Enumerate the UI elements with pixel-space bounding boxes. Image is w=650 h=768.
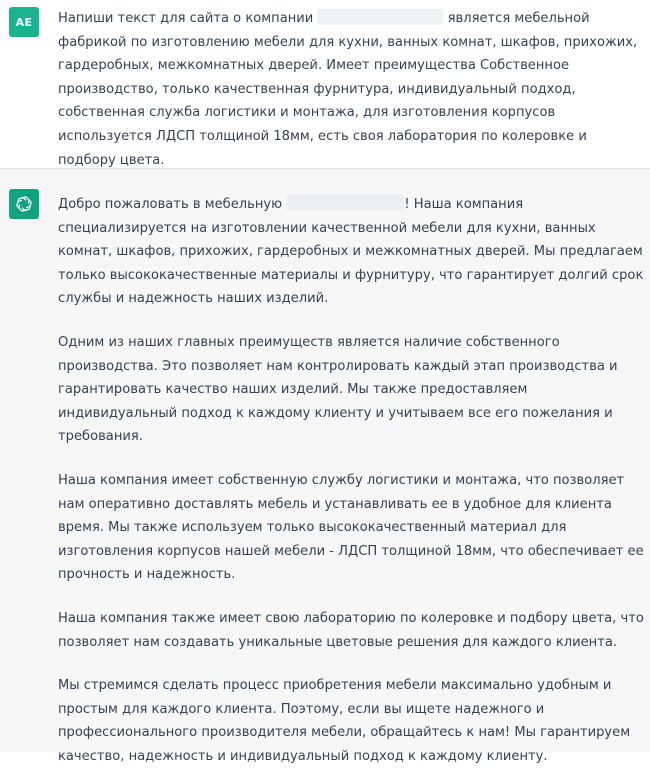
assistant-message — [0, 169, 650, 764]
assistant-paragraph-3: Наша компания имеет собственную службу логистики и монтажа, что позволяет нам оперативно доставлять мебель и устанавливать ее в удобное для клиента время. Мы также используем только высококачественный материал для изготовления корпусов нашей мебели - ЛДСП толщиной 18мм, что обеспечивает ее прочность и надежность. — [58, 472, 644, 583]
assistant-message-text — [58, 193, 648, 768]
assistant-paragraph-4: Наша компания также имеет свою лабораторию по колеровке и подбору цвета, что позволяет нам создавать уникальные цветовые решения для каждого клиента. — [58, 610, 644, 650]
assistant-paragraph-1 — [58, 193, 648, 311]
openai-logo-icon — [14, 194, 34, 214]
assistant-paragraph-5: Мы стремимся сделать процесс приобретения мебели максимально удобным и простым для каждого клиента. Поэтому, если вы ищете надежного и профессионального производителя мебели, обращайтесь к нам! Мы гарантируем качество, надежность и индивидуальный подход к каждому клиенту. — [58, 678, 631, 764]
assistant-avatar — [9, 189, 39, 219]
assistant-p1-before: Добро пожаловать в мебельную — [58, 197, 287, 212]
assistant-paragraph-2: Одним из наших главных преимуществ является наличие собственного производства. Это позволяет нам контролировать каждый этап производства и гарантировать качество наших изделий. Мы также предоставляем индивидуальный подход к каждому клиенту и учитываем все его пожелания и требования. — [58, 334, 618, 445]
user-avatar-initials: AE — [15, 15, 33, 29]
user-message-text — [58, 7, 648, 172]
redacted-company-name — [286, 195, 404, 211]
user-avatar — [9, 7, 39, 37]
user-text-after: является мебельной фабрикой по изготовлению мебели для кухни, ванных комнат, шкафов, прихожих, гардеробных, межкомнатных дверей. Имеет преимущества Собственное производство, только качественная фурнитура, индивидуальный подход, собственная служба логистики и монтажа, для изготовления корпусов используется ЛДСП толщиной 18мм, есть своя лаборатория по колеровке и подбору цвета. — [58, 11, 638, 168]
user-text-before: Напиши текст для сайта о компании — [58, 11, 318, 26]
assistant-p1-after: ! Наша компания специализируется на изготовлении качественной мебели для кухни, ванных комнат, шкафов, прихожих, гардеробных и межкомнатных дверей. Мы предлагаем только высококачественные материалы и фурнитуру, что гарантирует долгий срок службы и надежность наших изделий. — [58, 197, 644, 307]
redacted-company-name — [317, 9, 443, 25]
user-message — [0, 0, 650, 169]
